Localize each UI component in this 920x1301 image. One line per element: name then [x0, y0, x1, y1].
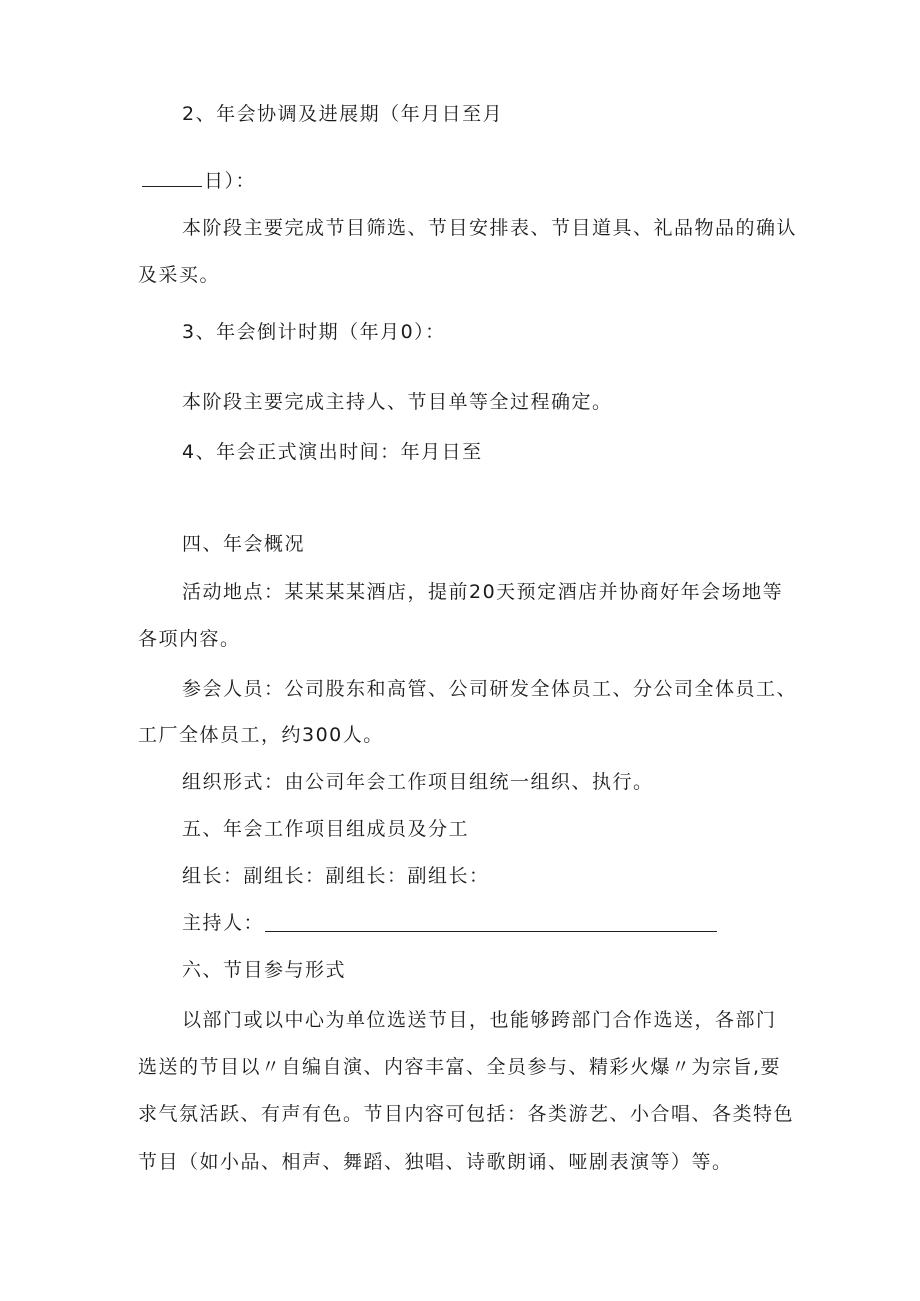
paragraph-line: 求气氛活跃、有声有色。节目内容可包括：各类游艺、小合唱、各类特色	[138, 1103, 795, 1125]
paragraph-line: 活动地点：某某某某酒店，提前20天预定酒店并协商好年会场地等	[182, 581, 784, 603]
section-4-heading: 4、年会正式演出时间：年月日至	[182, 441, 483, 463]
paragraph-line: 各项内容。	[138, 628, 241, 650]
paragraph-line: 参会人员：公司股东和高管、公司研发全体员工、分公司全体员工、	[182, 678, 798, 700]
paragraph-line: 本阶段主要完成主持人、节目单等全过程确定。	[182, 391, 613, 413]
paragraph-line: 组长：副组长：副组长：副组长：	[182, 865, 490, 887]
paragraph-line: 本阶段主要完成节目筛选、节目安排表、节目道具、礼品物品的确认	[182, 217, 798, 239]
section-3-heading: 3、年会倒计时期（年月0）：	[182, 321, 446, 343]
paragraph-line: 组织形式：由公司年会工作项目组统一组织、执行。	[182, 771, 654, 793]
paragraph-line: 选送的节目以〃自编自演、内容丰富、全员参与、精彩火爆〃为宗旨,要	[138, 1056, 782, 1078]
paragraph-line: 及采买。	[138, 264, 221, 286]
section-heading-6: 六、节目参与形式	[182, 959, 347, 981]
paragraph-line: 工厂全体员工，约300人。	[138, 724, 384, 746]
host-label: 主持人：	[182, 912, 265, 934]
paragraph-line: 节目（如小品、相声、舞蹈、独唱、诗歌朗诵、哑剧表演等）等。	[138, 1151, 733, 1173]
paragraph-line: 以部门或以中心为单位选送节目，也能够跨部门合作选送，各部门	[182, 1009, 777, 1031]
section-2-heading-continued	[142, 168, 256, 193]
section-2-heading: 2、年会协调及进展期（年月日至月	[182, 103, 504, 125]
host-blank-line	[265, 931, 717, 932]
section-2-heading-tail: 日）：	[204, 170, 257, 192]
date-blank	[142, 168, 202, 187]
section-heading-4: 四、年会概况	[182, 533, 306, 555]
section-heading-5: 五、年会工作项目组成员及分工	[182, 818, 470, 840]
